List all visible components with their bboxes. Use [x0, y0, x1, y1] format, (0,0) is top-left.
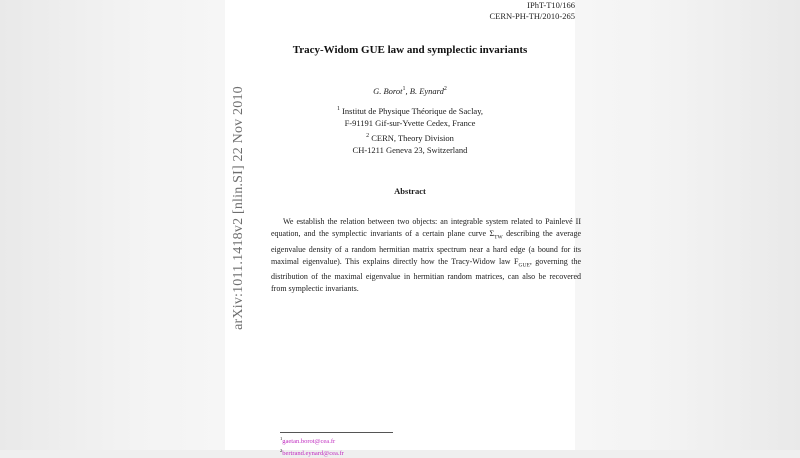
report-number: CERN-PH-TH/2010-265 — [489, 11, 575, 21]
math-subscript: TW — [494, 234, 503, 241]
abstract-text — [271, 216, 581, 295]
abstract-segment: describing the average eigenvalue density of a random hermitian matrix spectrum near a hard edge (a bound for its maximal eigenvalue). This explains directly how the Tracy-Widow law F — [271, 229, 582, 266]
footnote-divider — [280, 432, 393, 433]
paper-title: Tracy-Widom GUE law and symplectic invariants — [292, 44, 528, 56]
author-mark: 1 — [402, 86, 406, 93]
arxiv-stamp: arXiv:1011.1418v2 [nlin.SI] 22 Nov 2010 — [231, 86, 246, 330]
abstract-segment: , governing the distribution of the maximal eigenvalue in hermitian random matrices, can also be recovered from symplectic invariants. — [271, 256, 581, 294]
footnotes — [280, 434, 344, 458]
affiliation-line — [225, 103, 595, 117]
report-number: IPhT-T10/166 — [527, 0, 575, 10]
math-subscript: GUE — [518, 262, 530, 269]
footnote-mark: 2 — [280, 448, 283, 454]
affiliation-text: CERN, Theory Division — [371, 132, 454, 143]
affiliations — [225, 103, 595, 157]
footnote — [280, 434, 344, 446]
author-list: G. Borot$^1$, B. Eynard$^2$ — [373, 86, 447, 96]
author-mark: 2 — [443, 86, 447, 93]
affiliation-line — [225, 130, 595, 144]
affiliation-mark: 2 — [366, 132, 370, 139]
affiliation-text: Institut de Physique Théorique de Saclay, — [342, 105, 484, 116]
email-link[interactable]: gaetan.borot@cea.fr — [282, 438, 336, 446]
paper-page — [225, 0, 582, 458]
footnote-mark: 1 — [280, 436, 283, 441]
footnote — [280, 446, 344, 458]
abstract-heading: Abstract — [394, 186, 426, 196]
author-name: B. Eynard — [409, 86, 444, 96]
affiliation-line: CH-1211 Geneva 23, Switzerland — [352, 145, 468, 156]
affiliation-line: F-91191 Gif-sur-Yvette Cedex, France — [344, 118, 476, 129]
abstract-segment: We establish the relation between two objects: an integrable system related to Painlevé II equation, and the symplectic invariants of a certain plane curve Σ — [271, 217, 581, 238]
affiliation-mark: 1 — [336, 106, 340, 112]
blurred-background-right — [575, 0, 800, 450]
report-numbers — [490, 0, 575, 22]
blurred-background-left — [0, 0, 225, 450]
email-link[interactable]: bertrand.eynard@cea.fr — [282, 450, 344, 458]
author-name: G. Borot — [373, 86, 403, 96]
